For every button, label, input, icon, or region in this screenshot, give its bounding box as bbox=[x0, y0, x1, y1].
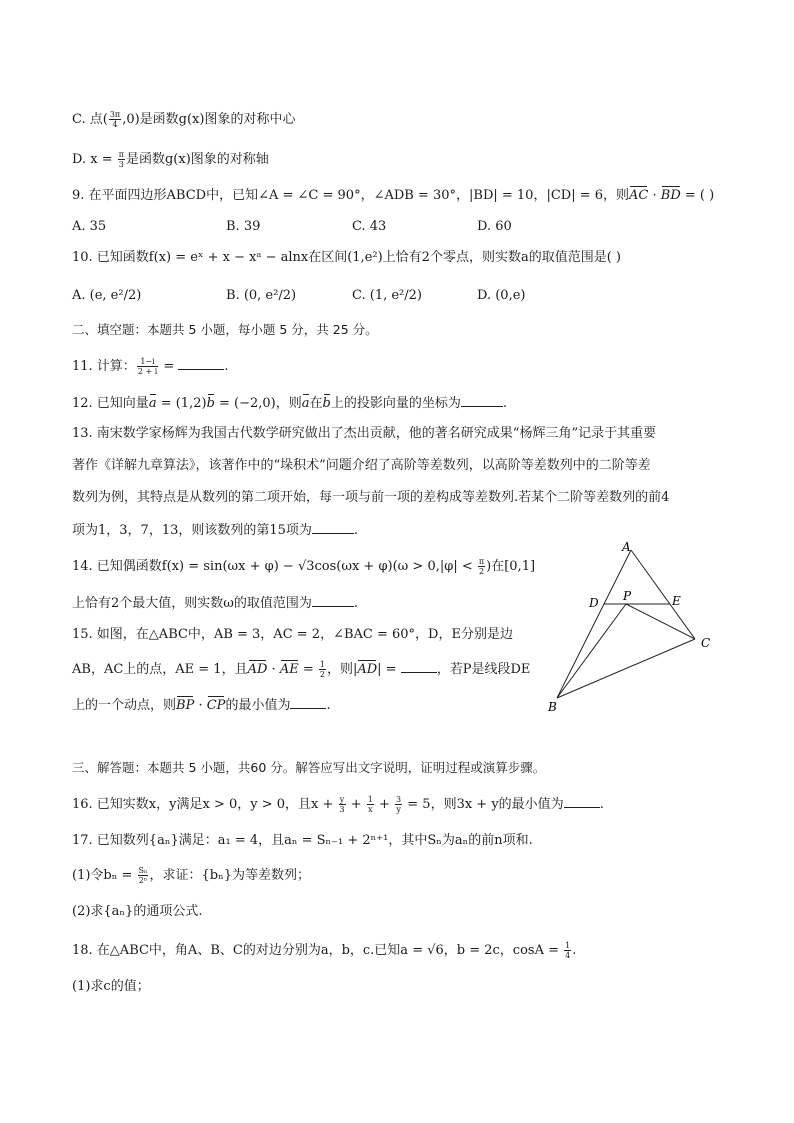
label-b: B bbox=[548, 700, 557, 714]
q17-part-1-prefix: (1)令bₙ = bbox=[72, 868, 137, 883]
frac-denominator: y bbox=[396, 805, 401, 814]
frac-numerator: 1−i bbox=[137, 357, 158, 367]
question-17-part-2: (2)求{aₙ}的通项公式. bbox=[72, 904, 203, 919]
vector-ad: AD bbox=[357, 662, 378, 677]
label-c: C bbox=[701, 636, 711, 650]
q9-option-b: B. 39 bbox=[226, 219, 261, 234]
option-d-line bbox=[72, 150, 269, 169]
q9-option-a: A. 35 bbox=[72, 219, 107, 234]
side-bc bbox=[557, 639, 695, 698]
label-p: P bbox=[623, 589, 632, 603]
frac-denominator: 3 bbox=[118, 160, 124, 169]
q16-fraction-3 bbox=[395, 795, 402, 814]
q10-option-d: D. (0,e) bbox=[477, 288, 526, 303]
side-ac bbox=[631, 550, 695, 639]
q14-line-2-text: 上恰有2个最大值，则实数ω的取值范围为 bbox=[72, 596, 312, 611]
plus-operator: + bbox=[346, 797, 366, 812]
q16-suffix: = 5，则3x + y的最小值为 bbox=[403, 797, 564, 812]
vector-b: b bbox=[322, 396, 331, 411]
q9-stem-text: 9. 在平面四边形ABCD中，已知∠A = ∠C = 90°，∠ADB = 30°，|BD| = 10，|CD| = 6，则 bbox=[72, 188, 630, 203]
q17-fraction bbox=[138, 866, 149, 885]
frac-denominator: 2 + i bbox=[137, 367, 158, 376]
question-17-line-1: 17. 已知数列{aₙ}满足：a₁ = 4，且aₙ = Sₙ₋₁ + 2ⁿ⁺¹，其中Sₙ为aₙ的前n项和. bbox=[72, 833, 533, 848]
q12-b-value: = (−2,0)，则 bbox=[214, 396, 302, 411]
label-a: A bbox=[622, 540, 631, 554]
q18-prefix: 18. 在△ABC中，角A、B、C的对边分别为a，b，c.已知a = √6，b = 2c，cosA = bbox=[72, 943, 564, 958]
q15-line-3-suffix: 的最小值为 bbox=[225, 698, 291, 713]
frac-numerator: 1 bbox=[319, 660, 325, 669]
q11-equals: = bbox=[159, 359, 179, 374]
question-9-stem bbox=[72, 187, 714, 205]
frac-denominator: 2 bbox=[319, 670, 325, 679]
frac-numerator: π bbox=[478, 557, 485, 566]
question-13-line-3: 数列为例，其特点是从数列的第二项开始，每一项与前一项的差构成等差数列.若某个二阶等差数列的前4 bbox=[72, 490, 670, 505]
frac-numerator: 3 bbox=[396, 795, 402, 804]
section-3-heading: 三、解答题：本题共 5 小题，共60 分。解答应写出文字说明，证明过程或演算步骤。 bbox=[72, 760, 546, 775]
vector-ae: AE bbox=[279, 662, 299, 677]
vector-ad: AD bbox=[247, 662, 268, 677]
question-10-options bbox=[72, 287, 672, 305]
frac-numerator: y bbox=[339, 795, 345, 804]
option-c-fraction bbox=[109, 110, 121, 129]
segment-cp bbox=[626, 604, 695, 639]
answer-blank[interactable] bbox=[290, 696, 326, 709]
q16-prefix: 16. 已知实数x，y满足x > 0，y > 0，且x + bbox=[72, 797, 338, 812]
vector-a: a bbox=[148, 396, 157, 411]
question-18-line-1 bbox=[72, 941, 576, 960]
q9-option-c: C. 43 bbox=[352, 219, 387, 234]
question-12: 12. 已知向量a = (1,2)b = (−2,0)，则a在b上的投影向量的坐标为 . bbox=[72, 396, 508, 411]
question-14-line-1 bbox=[72, 557, 535, 576]
answer-blank[interactable] bbox=[564, 795, 600, 808]
q15-fraction bbox=[319, 660, 326, 679]
q16-fraction-2 bbox=[367, 795, 374, 814]
q14-fraction bbox=[478, 557, 485, 576]
frac-denominator: 4 bbox=[112, 120, 118, 129]
question-13-line-1: 13. 南宋数学家杨辉为我国古代数学研究做出了杰出贡献，他的著名研究成果“杨辉三角”记录于其重要 bbox=[72, 426, 657, 441]
frac-numerator: 3π bbox=[109, 110, 121, 119]
question-10-stem: 10. 已知函数f(x) = eˣ + x − xᵃ − alnx在区间(1,e²)上恰有2个零点，则实数a的取值范围是( ) bbox=[72, 250, 621, 265]
answer-blank[interactable] bbox=[312, 521, 354, 534]
q15-equals: = bbox=[298, 662, 318, 677]
side-ab bbox=[557, 550, 631, 698]
q14-interval: )在[0,1] bbox=[486, 559, 536, 574]
dot-operator: · bbox=[648, 188, 661, 203]
question-14-line-2: 上恰有2个最大值，则实数ω的取值范围为 . bbox=[72, 596, 359, 611]
option-c-line bbox=[72, 110, 295, 129]
q18-period: . bbox=[572, 943, 577, 958]
q15-norm-open: ，则| bbox=[326, 662, 358, 677]
option-d-suffix: 是函数g(x)图象的对称轴 bbox=[125, 152, 269, 167]
q11-prefix: 11. 计算： bbox=[72, 359, 136, 374]
q15-line-2-prefix: AB，AC上的点，AE = 1，且 bbox=[72, 662, 248, 677]
label-d: D bbox=[589, 596, 599, 610]
frac-denominator: 3 bbox=[339, 805, 345, 814]
vector-ac: AC bbox=[629, 188, 649, 203]
vector-b: b bbox=[206, 396, 215, 411]
option-c-suffix: ,0)是函数g(x)图象的对称中心 bbox=[122, 112, 296, 127]
vector-bp: BP bbox=[176, 698, 195, 713]
frac-denominator: x bbox=[368, 805, 373, 814]
q15-norm-close: | = bbox=[377, 662, 401, 677]
q15-line-3-prefix: 上的一个动点，则 bbox=[72, 698, 177, 713]
option-c-prefix: C. 点( bbox=[72, 112, 108, 127]
frac-denominator: 4 bbox=[565, 951, 571, 960]
answer-blank[interactable] bbox=[312, 594, 354, 607]
vector-a: a bbox=[301, 396, 310, 411]
frac-numerator: 1 bbox=[565, 941, 571, 950]
q12-a-value: = (1,2) bbox=[156, 396, 207, 411]
q10-option-b: B. (0, e²/2) bbox=[226, 288, 297, 303]
question-15-line-2: AB，AC上的点，AE = 1，且AD · AE = $\frac{1}{2}$ ，则|AD| = ，若P是线段DE bbox=[72, 660, 531, 679]
triangle-diagram bbox=[545, 535, 725, 715]
vector-bd: BD bbox=[660, 188, 681, 203]
answer-blank[interactable] bbox=[178, 357, 224, 370]
q9-answer-slot: = ( ) bbox=[680, 188, 715, 203]
vector-cp: CP bbox=[206, 698, 226, 713]
question-18-part-1: (1)求c的值； bbox=[72, 979, 150, 994]
section-2-heading: 二、填空题：本题共 5 小题，每小题 5 分，共 25 分。 bbox=[72, 322, 378, 337]
q10-option-a: A. (e, e²/2) bbox=[72, 288, 142, 303]
q11-fraction bbox=[137, 357, 158, 376]
q12-prefix: 12. 已知向量 bbox=[72, 396, 149, 411]
question-13-line-4: 项为1，3，7，13，则该数列的第15项为 . bbox=[72, 523, 359, 538]
option-d-fraction bbox=[118, 150, 125, 169]
q10-option-c: C. (1, e²/2) bbox=[352, 288, 422, 303]
question-16: 16. 已知实数x，y满足x > 0，y > 0，且x + $\frac{y}{3}$ + $\frac{1}{x}$ + $\frac{3}{y}$ = 5，则3x + y的最小值为 . bbox=[72, 795, 604, 814]
option-d-prefix: D. x = bbox=[72, 152, 117, 167]
q16-fraction-1 bbox=[339, 795, 346, 814]
frac-numerator: π bbox=[118, 150, 124, 159]
q9-option-d: D. 60 bbox=[477, 219, 512, 234]
q12-in: 在 bbox=[309, 396, 323, 411]
segment-bp bbox=[557, 604, 626, 698]
frac-numerator: Sₙ bbox=[138, 866, 148, 875]
q18-fraction bbox=[564, 941, 571, 960]
question-15-line-1: 15. 如图，在△ABC中，AB = 3，AC = 2，∠BAC = 60°，D，E分别是边 bbox=[72, 627, 513, 642]
plus-operator: + bbox=[374, 797, 395, 812]
frac-denominator: 2ⁿ bbox=[138, 876, 148, 885]
q14-line-1-text: 14. 已知偶函数f(x) = sin(ωx + φ) − √3cos(ωx + φ)(ω > 0,|φ| < bbox=[72, 559, 477, 574]
frac-numerator: 1 bbox=[367, 795, 373, 804]
q12-suffix: 上的投影向量的坐标为 bbox=[330, 396, 461, 411]
question-15-line-3: 上的一个动点，则BP · CP的最小值为 . bbox=[72, 698, 331, 713]
question-11: 11. 计算： $\frac{1-i}{2 + i}$ = . bbox=[72, 357, 229, 376]
answer-blank[interactable] bbox=[461, 394, 503, 407]
question-13-line-2: 著作《详解九章算法》，该著作中的“垛积术”问题介绍了高阶等差数列，以高阶等差数列中的二阶等差 bbox=[72, 458, 651, 473]
q13-line-4-text: 项为1，3，7，13，则该数列的第15项为 bbox=[72, 523, 312, 538]
question-17-part-1 bbox=[72, 866, 310, 885]
label-e: E bbox=[672, 594, 681, 608]
answer-blank[interactable] bbox=[401, 660, 437, 673]
frac-denominator: 2 bbox=[478, 567, 485, 576]
triangle-figure bbox=[545, 535, 725, 715]
q17-part-1-suffix: ，求证：{bₙ}为等差数列； bbox=[149, 868, 310, 883]
question-9-options bbox=[72, 218, 672, 236]
q15-line-2-suffix: ，若P是线段DE bbox=[436, 662, 531, 677]
